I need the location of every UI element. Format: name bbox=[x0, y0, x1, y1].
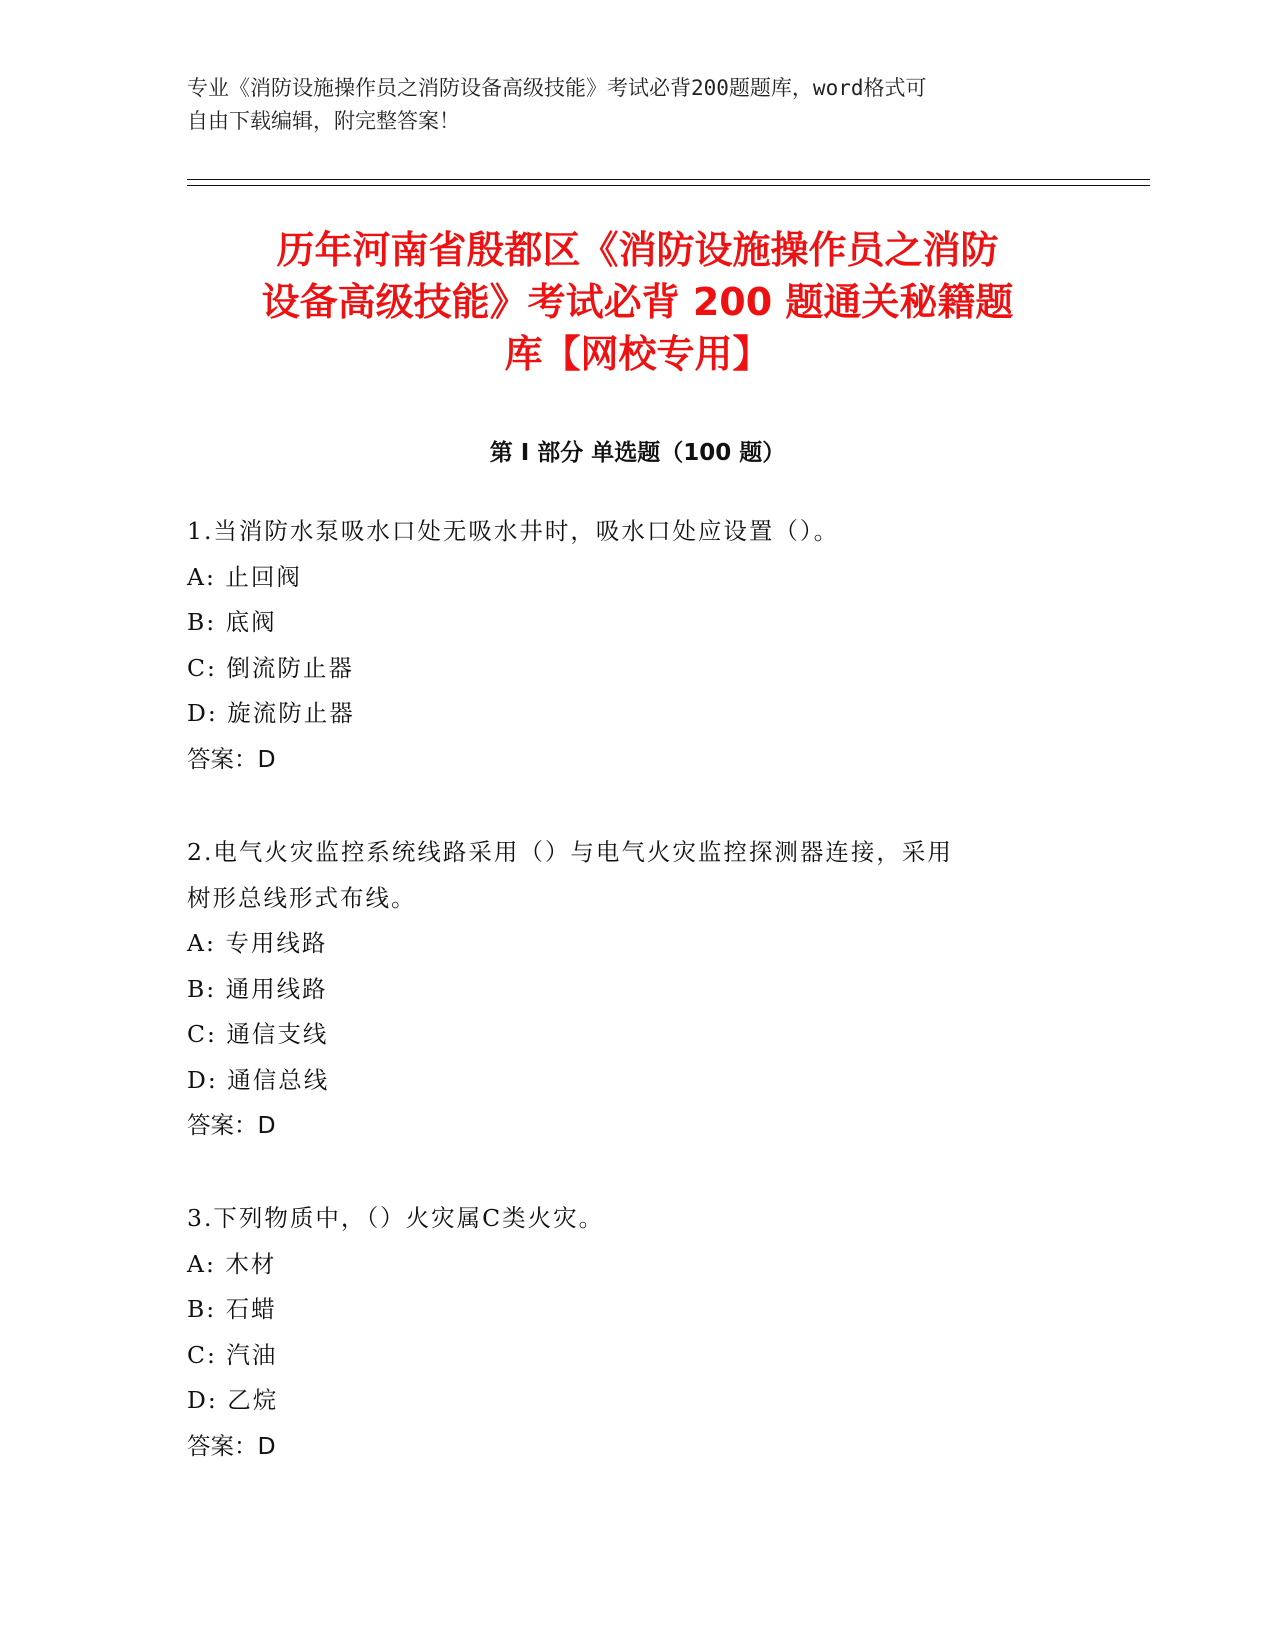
question-stem: 2.电气火灾监控系统线路采用（）与电气火灾监控探测器连接，采用 bbox=[187, 838, 953, 866]
option-d: D: 通信总线 bbox=[187, 1065, 330, 1094]
question-stem: 3.下列物质中，（）火灾属C类火灾。 bbox=[187, 1204, 605, 1232]
answer: 答案：D bbox=[187, 1111, 276, 1139]
document-title bbox=[187, 224, 1088, 380]
title-line: 历年河南省殷都区《消防设施操作员之消防 bbox=[276, 228, 999, 272]
title-line: 设备高级技能》考试必背 200 题通关秘籍题 bbox=[261, 280, 1014, 324]
header-note bbox=[187, 72, 1087, 138]
option-c: C: 倒流防止器 bbox=[187, 653, 354, 682]
question-2 bbox=[187, 830, 1067, 1149]
option-a: A: 专用线路 bbox=[187, 929, 328, 957]
option-a: A: 止回阀 bbox=[187, 562, 302, 591]
question-1 bbox=[187, 509, 1067, 782]
option-d: D: 旋流防止器 bbox=[187, 699, 355, 727]
header-note-line: 专业《消防设施操作员之消防设备高级技能》考试必背200题题库，word格式可 bbox=[187, 76, 927, 100]
section-heading: 第 I 部分 单选题（100 题） bbox=[489, 440, 786, 466]
header-divider bbox=[187, 179, 1150, 180]
option-c: C: 汽油 bbox=[187, 1340, 278, 1369]
header-divider bbox=[187, 185, 1150, 186]
option-b: B: 底阀 bbox=[187, 608, 277, 636]
option-b: B: 通用线路 bbox=[187, 974, 328, 1003]
question-stem: 1.当消防水泵吸水口处无吸水井时，吸水口处应设置（）。 bbox=[187, 517, 840, 545]
answer: 答案：D bbox=[187, 1431, 276, 1460]
question-stem: 树形总线形式布线。 bbox=[187, 883, 417, 912]
option-c: C: 通信支线 bbox=[187, 1020, 329, 1048]
header-note-line: 自由下载编辑，附完整答案！ bbox=[187, 109, 460, 133]
option-b: B: 石蜡 bbox=[187, 1295, 277, 1323]
question-3 bbox=[187, 1196, 1067, 1469]
option-d: D: 乙烷 bbox=[187, 1386, 279, 1414]
answer: 答案：D bbox=[187, 744, 276, 773]
option-a: A: 木材 bbox=[187, 1249, 277, 1278]
title-line: 库【网校专用】 bbox=[504, 332, 771, 376]
